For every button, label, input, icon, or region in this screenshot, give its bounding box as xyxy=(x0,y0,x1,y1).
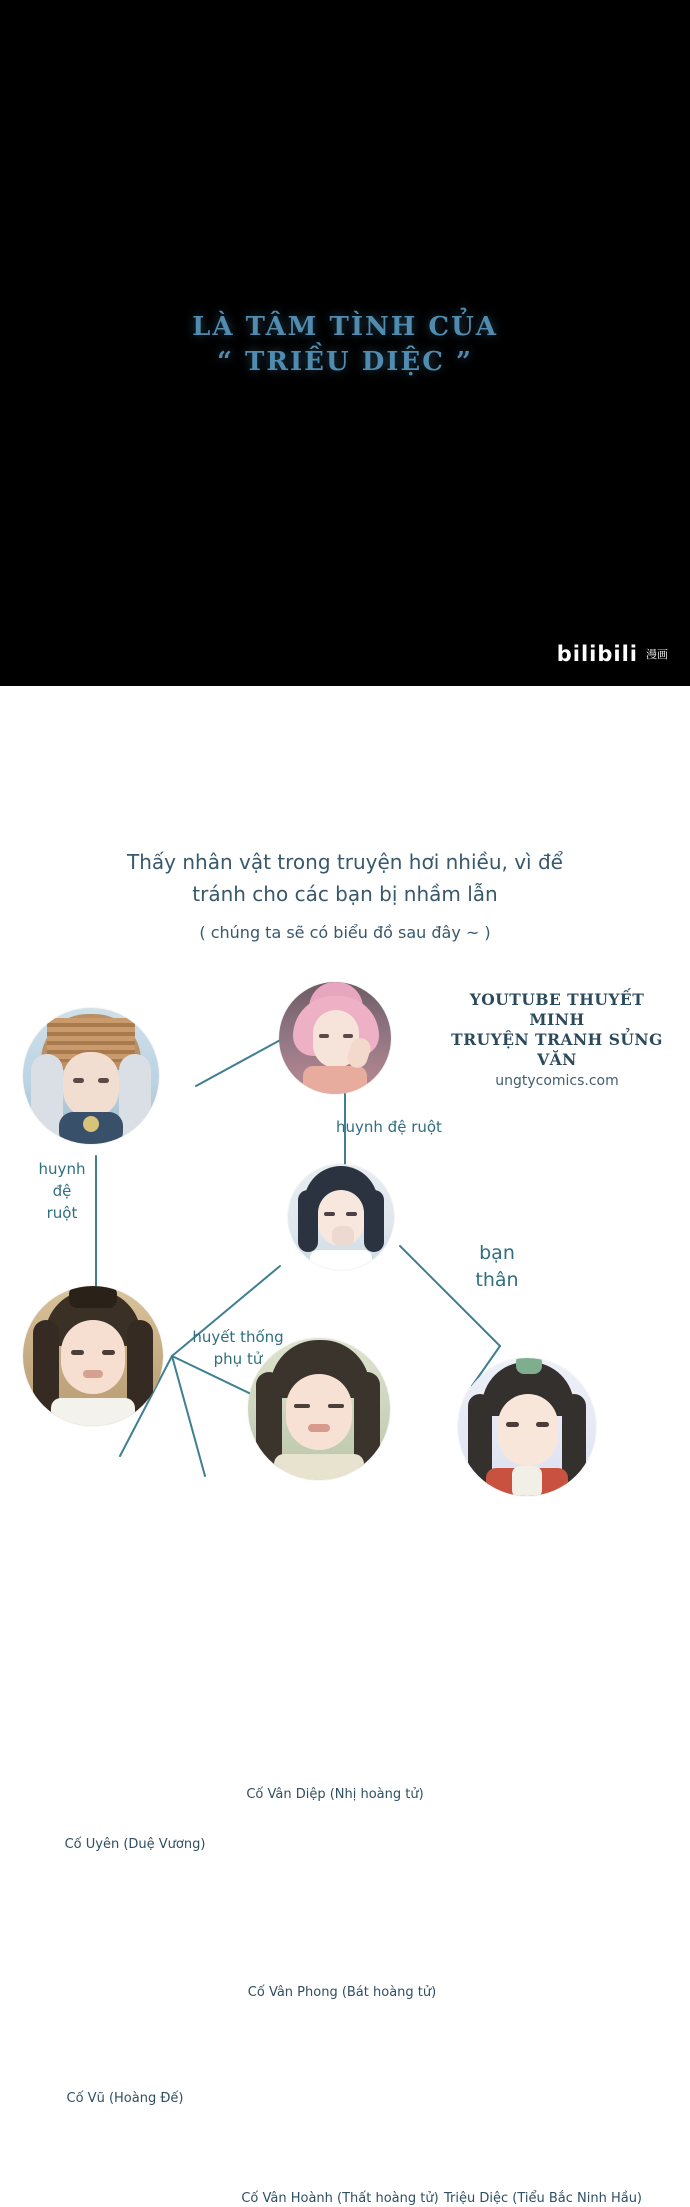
intro-line-1: Thấy nhân vật trong truyện hơi nhiều, vì để xyxy=(127,850,563,874)
hero-panel xyxy=(0,0,690,686)
avatar-co-van-phong-art xyxy=(288,1164,394,1270)
chart-panel xyxy=(0,686,690,2206)
avatar-co-van-diep[interactable] xyxy=(279,982,391,1094)
avatar-co-vu-art xyxy=(23,1286,163,1426)
hero-title xyxy=(0,310,690,380)
intro-line-2: tránh cho các bạn bị nhầm lẫn xyxy=(192,882,498,906)
relation-ban-than-line-1: bạn xyxy=(479,1242,515,1264)
avatar-trieu-diec-art xyxy=(458,1358,596,1496)
bilibili-logo xyxy=(557,642,668,666)
watermark xyxy=(442,990,672,1092)
label-co-vu: Cố Vũ (Hoàng Đế) xyxy=(66,2091,184,2106)
relation-huyet-thong-phu-tu xyxy=(180,1326,296,1370)
intro-text xyxy=(0,846,690,950)
relation-huyet-thong-line-2: phụ tử xyxy=(213,1350,263,1368)
relation-huynh-de-ruot-vertical xyxy=(30,1158,94,1224)
avatar-co-van-diep-art xyxy=(279,982,391,1094)
label-trieu-diec: Triệu Diệc (Tiểu Bắc Ninh Hầu) xyxy=(443,2191,642,2206)
relation-huynh-de-ruot-vertical-line-2: đệ xyxy=(52,1182,72,1200)
avatar-co-uyen-art xyxy=(23,1008,159,1144)
hero-title-line-1: LÀ TÂM TÌNH CỦA xyxy=(192,312,498,342)
relation-ban-than-line-2: thân xyxy=(475,1269,519,1291)
label-co-uyen: Cố Uyên (Duệ Vương) xyxy=(64,1837,206,1852)
label-co-van-phong: Cố Vân Phong (Bát hoàng tử) xyxy=(247,1985,437,2000)
watermark-line-2: TRUYỆN TRANH SỦNG VĂN xyxy=(451,1030,663,1069)
label-co-van-hoanh: Cố Vân Hoành (Thất hoàng tử) xyxy=(241,2191,439,2206)
avatar-co-uyen[interactable] xyxy=(23,1008,159,1144)
avatar-trieu-diec[interactable] xyxy=(458,1358,596,1496)
relation-huynh-de-ruot-vertical-line-3: ruột xyxy=(46,1204,78,1222)
label-co-van-diep: Cố Vân Diệp (Nhị hoàng tử) xyxy=(246,1787,424,1802)
bilibili-logo-text: bilibili xyxy=(556,642,638,666)
relation-ban-than xyxy=(452,1240,542,1294)
watermark-line-3: ungtycomics.com xyxy=(495,1073,619,1089)
relation-huyet-thong-line-1: huyết thống xyxy=(192,1328,284,1346)
avatar-co-vu[interactable] xyxy=(23,1286,163,1426)
intro-line-3: ( chúng ta sẽ có biểu đồ sau đây ~ ) xyxy=(199,923,491,942)
bilibili-logo-cn: 漫画 xyxy=(646,647,668,661)
relation-huynh-de-ruot-horizontal: huynh đệ ruột xyxy=(336,1118,442,1136)
hero-title-line-2: “ TRIỀU DIỆC ” xyxy=(217,347,473,377)
avatar-co-van-phong[interactable] xyxy=(288,1164,394,1270)
relation-huynh-de-ruot-vertical-line-1: huynh xyxy=(38,1160,86,1178)
watermark-line-1: YOUTUBE THUYẾT MINH xyxy=(469,990,645,1029)
